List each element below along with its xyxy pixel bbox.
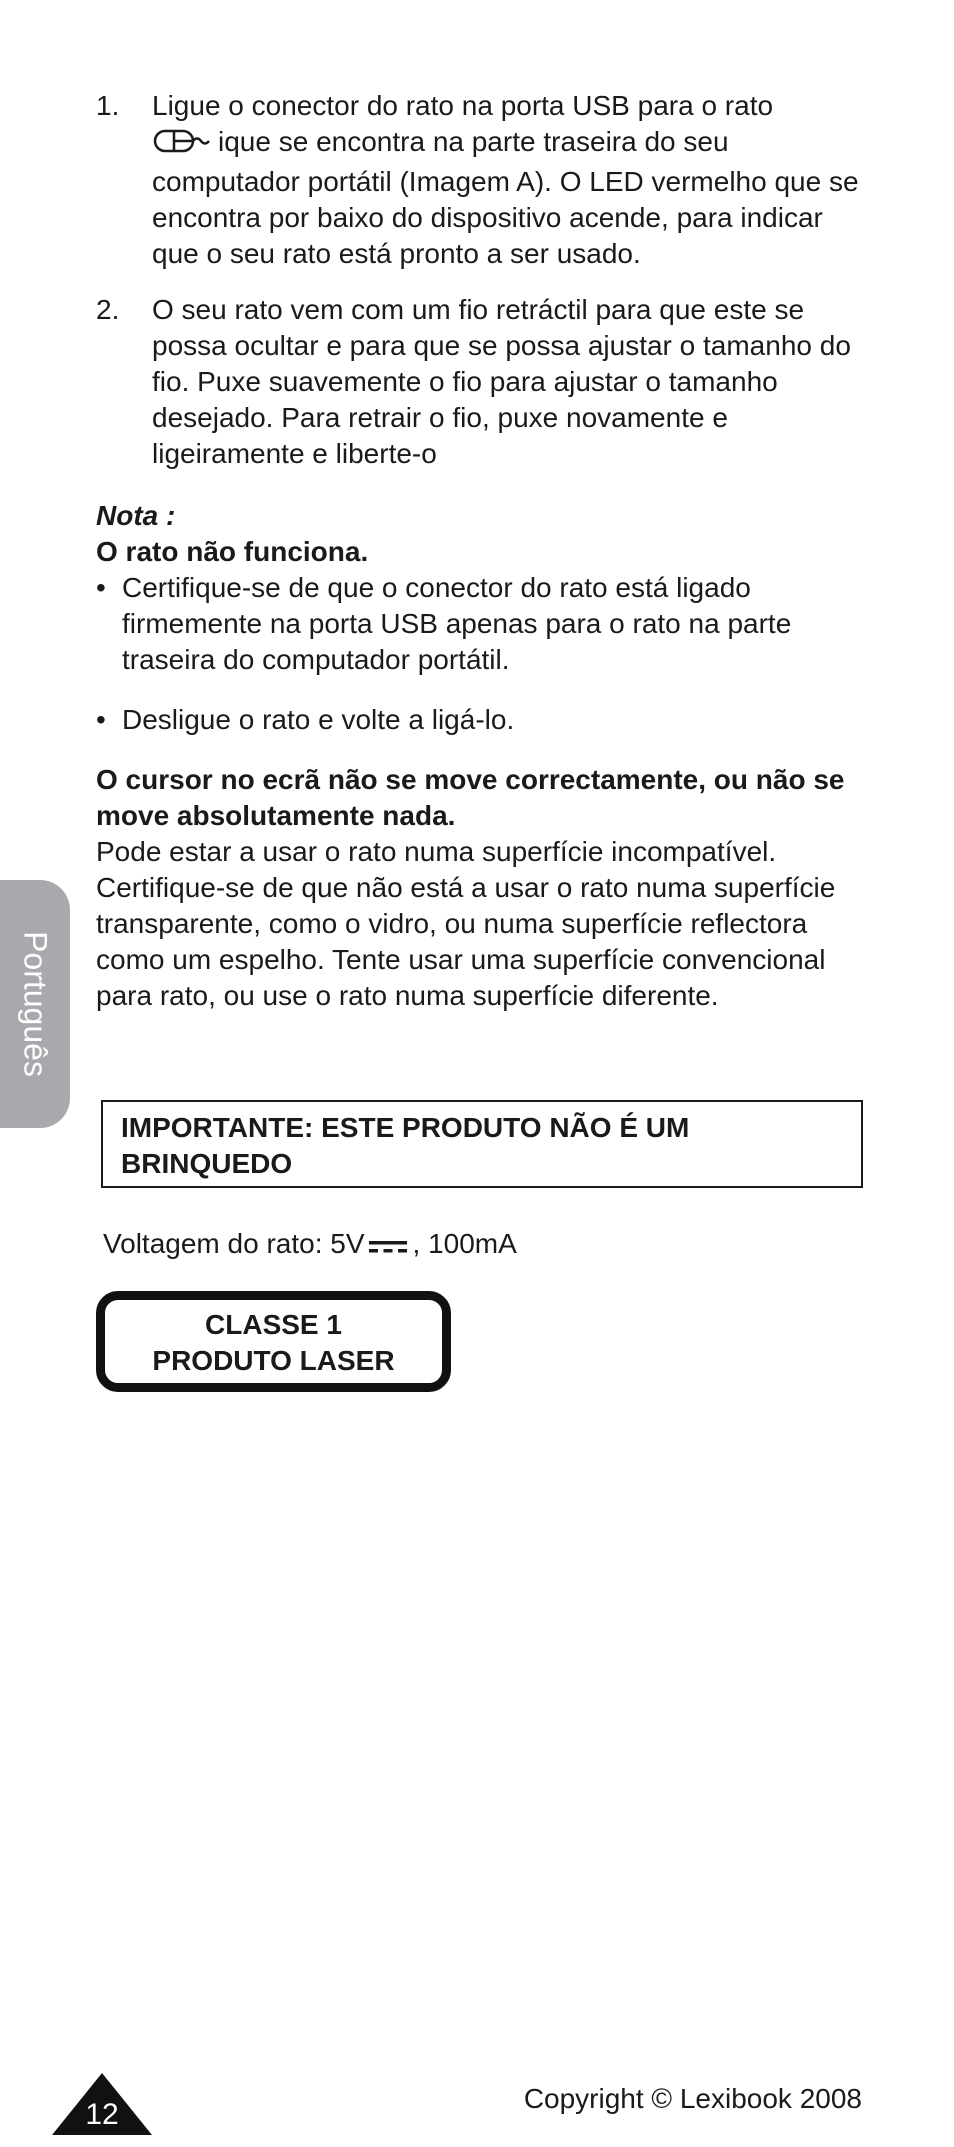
step-2: [96, 292, 866, 472]
step-text-start: Ligue o conector do rato na porta USB para o rato: [152, 90, 774, 121]
important-warning-box: [101, 1100, 863, 1188]
important-warning-text: IMPORTANTE: ESTE PRODUTO NÃO É UM BRINQUEDO: [121, 1112, 690, 1179]
voltage-suffix: , 100mA: [412, 1228, 517, 1259]
language-tab-label: Português: [17, 931, 54, 1077]
dc-current-icon: [369, 1228, 407, 1264]
copyright-notice: Copyright © Lexibook 2008: [523, 2083, 862, 2114]
page-number: 12: [85, 2098, 119, 2131]
bullet-item: [96, 702, 866, 738]
step-text-end: ique se encontra na parte traseira do seu computador portátil (Imagem A). O LED vermelho que se encontra por baixo do dispositivo acende, para indicar que o seu rato está pronto a ser usado.: [152, 126, 859, 269]
step-number: 1.: [96, 90, 120, 121]
step-1: [96, 88, 866, 272]
voltage-line: [103, 1226, 517, 1264]
bullet-text: Desligue o rato e volte a ligá-lo.: [122, 704, 515, 735]
note-heading-not-working: O rato não funciona.: [96, 536, 369, 567]
bullet-dot: •: [96, 704, 106, 735]
cursor-help-paragraph: Pode estar a usar o rato numa superfície incompatível. Certifique-se de que não está a usar o rato numa superfície transparente, como o vidro, ou numa superfície reflectora como um espelho. Tente usar uma superfície convencional para rato, ou use o rato numa superfície diferente.: [96, 836, 836, 1011]
bullet-text: Certifique-se de que o conector do rato está ligado firmemente na porta USB apenas para o rato na parte traseira do computador portátil.: [122, 572, 792, 675]
laser-product-line: PRODUTO LASER: [152, 1345, 395, 1376]
usb-mouse-port-icon: [152, 127, 214, 164]
step-number: 2.: [96, 294, 120, 325]
laser-class-line: CLASSE 1: [205, 1309, 342, 1340]
laser-class-label: [96, 1291, 451, 1392]
bullet-item: [96, 570, 866, 678]
step-text: O seu rato vem com um fio retráctil para que este se possa ocultar e para que se possa ajustar o tamanho do fio. Puxe suavemente o fio para ajustar o tamanho desejado. Para retrair o fio, puxe novamente e ligeiramente e liberte-o: [152, 294, 851, 469]
note-label: Nota :: [96, 500, 176, 531]
note-heading-cursor: O cursor no ecrã não se move correctamente, ou não se move absolutamente nada.: [96, 764, 845, 831]
voltage-prefix: Voltagem do rato: 5V: [103, 1228, 365, 1259]
step-text: [152, 88, 866, 272]
bullet-dot: •: [96, 572, 106, 603]
language-side-tab: [0, 880, 70, 1128]
